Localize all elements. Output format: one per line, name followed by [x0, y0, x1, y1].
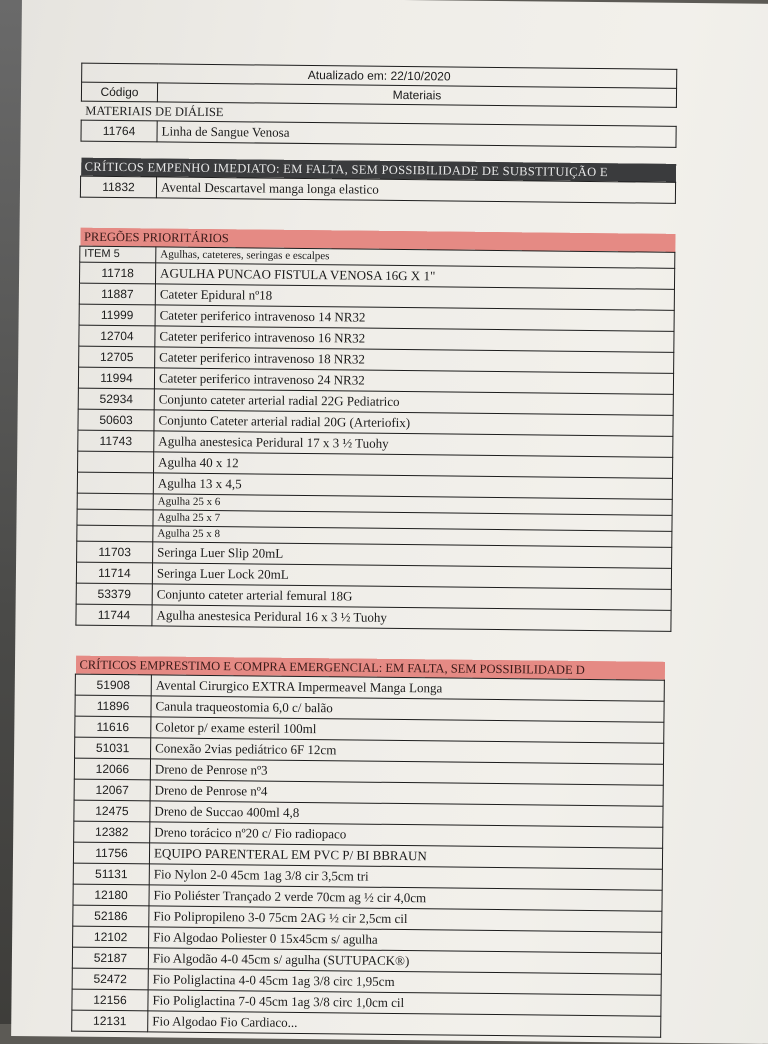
item-code: 52187	[72, 947, 148, 969]
item-code: 11764	[81, 120, 157, 142]
pregoes-table	[75, 228, 675, 632]
item-description: Coletor p/ exame esteril 100ml	[151, 717, 664, 743]
item-code: 12156	[72, 989, 148, 1011]
item-code: 11714	[76, 562, 152, 584]
item-code: 11887	[79, 283, 155, 305]
item-code: 51131	[73, 863, 149, 885]
item-code	[77, 509, 153, 526]
section-title-criticos-emprestimo: CRÍTICOS EMPRESTIMO E COMPRA EMERGENCIAL: EM FALTA, SEM POSSIBILIDADE D	[75, 656, 664, 681]
item-description: Agulha 25 x 8	[153, 526, 672, 547]
item-code: 53379	[76, 583, 152, 605]
item-description: Conjunto cateter arterial femural 18G	[152, 584, 671, 610]
item-code: 52472	[72, 968, 148, 990]
item-description: Agulha 25 x 6	[153, 494, 672, 515]
item-code: 11616	[75, 716, 151, 738]
item-description: Cateter periferico intravenoso 16 NR32	[155, 326, 674, 352]
section-title-criticos-empenho: CRÍTICOS EMPENHO IMEDIATO: EM FALTA, SEM POSSIBILIDADE DE SUBSTITUIÇÃO E	[81, 158, 676, 183]
item-description: Seringa Luer Lock 20mL	[152, 563, 671, 589]
item-code: 51031	[75, 737, 151, 759]
item-description: Fio Nylon 2-0 45cm 1ag 3/8 cir 3,5cm tri	[149, 864, 662, 890]
item-code: 12704	[79, 325, 155, 347]
section-title-pregoes: PREGÕES PRIORITÁRIOS	[80, 228, 675, 253]
dialise-table	[80, 102, 676, 148]
item-description: Agulha 25 x 7	[153, 510, 672, 531]
column-code-header: Código	[81, 82, 157, 102]
item-description: Agulha 40 x 12	[154, 452, 673, 478]
criticos-empenho-table	[80, 158, 676, 204]
item-description: Agulha 13 x 4,5	[153, 473, 672, 499]
item-code: 11994	[78, 367, 154, 389]
header-table	[81, 63, 677, 108]
item-description: Fio Algodao Poliester 0 15x45cm s/ agulha	[149, 927, 662, 953]
item-code: 52186	[73, 905, 149, 927]
item-code: 12180	[73, 884, 149, 906]
item-code	[77, 493, 153, 510]
item-code: 12066	[74, 758, 150, 780]
section-title-dialise: MATERIAIS DE DIÁLISE	[85, 103, 224, 120]
item-description: Fio Poliglactina 7-0 45cm 1ag 3/8 circ 1,0cm cil	[148, 990, 661, 1016]
item-code: 11999	[79, 304, 155, 326]
item-description: Canula traqueostomia 6,0 c/ balão	[151, 696, 664, 722]
item-description: Avental Descartavel manga longa elastico	[156, 177, 675, 203]
item-description: Agulhas, cateteres, seringas e escalpes	[156, 247, 675, 268]
item-description: Conjunto cateter arterial radial 22G Pediatrico	[154, 389, 673, 415]
item-description: EQUIPO PARENTERAL EM PVC P/ BI BBRAUN	[149, 843, 662, 869]
item-code: 52934	[78, 388, 154, 410]
item-code	[78, 451, 154, 473]
item-description: Cateter periferico intravenoso 18 NR32	[155, 347, 674, 373]
item-description: AGULHA PUNCAO FISTULA VENOSA 16G X 1"	[155, 263, 674, 289]
paper-sheet	[11, 0, 768, 1044]
item-code: 12475	[74, 800, 150, 822]
item-description: Agulha anestesica Peridural 16 x 3 ½ Tuohy	[152, 605, 671, 631]
item-description: Cateter Epidural nº18	[155, 284, 674, 310]
item-code: 11832	[80, 176, 156, 198]
item-description: Dreno de Penrose nº3	[150, 759, 663, 785]
item-description: Fio Algodão 4-0 45cm s/ agulha (SUTUPACK®)	[148, 948, 661, 974]
item-code: 11703	[77, 541, 153, 563]
item-description: Agulha anestesica Peridural 17 x 3 ½ Tuohy	[154, 431, 673, 457]
item-code: 50603	[78, 409, 154, 431]
materials-document	[71, 63, 677, 1038]
item-code: 11744	[76, 604, 152, 626]
item-description: Avental Cirurgico EXTRA Impermeavel Manga Longa	[151, 675, 664, 701]
item-description: Fio Polipropileno 3-0 75cm 2AG ½ cir 2,5cm cil	[149, 906, 662, 932]
column-materials-header: Materiais	[157, 83, 676, 107]
item-code: 12705	[79, 346, 155, 368]
item-description: Dreno de Succao 400ml 4,8	[150, 801, 663, 827]
item-code: 12382	[74, 821, 150, 843]
updated-date: Atualizado em: 22/10/2020	[82, 63, 677, 88]
item-description: Seringa Luer Slip 20mL	[153, 542, 672, 568]
item-description: Dreno de Penrose nº4	[150, 780, 663, 806]
item-description: Cateter periferico intravenoso 24 NR32	[154, 368, 673, 394]
item-description: Fio Algodao Fio Cardiaco...	[148, 1011, 661, 1037]
criticos-emprestimo-table	[71, 656, 665, 1038]
item-code: 12067	[74, 779, 150, 801]
item-label: ITEM 5	[80, 246, 156, 263]
item-description: Conexão 2vias pediátrico 6F 12cm	[151, 738, 664, 764]
item-description: Dreno torácico nº20 c/ Fio radiopaco	[150, 822, 663, 848]
item-code: 11718	[79, 262, 155, 284]
item-code: 11896	[75, 695, 151, 717]
item-description: Fio Poliglactina 4-0 45cm 1ag 3/8 circ 1,95cm	[148, 969, 661, 995]
item-description: Conjunto Cateter arterial radial 20G (Arteriofix)	[154, 410, 673, 436]
item-description: Fio Poliéster Trançado 2 verde 70cm ag ½ cir 4,0cm	[149, 885, 662, 911]
item-code	[77, 525, 153, 542]
item-code: 12131	[72, 1010, 148, 1032]
item-code: 51908	[75, 674, 151, 696]
item-description: Linha de Sangue Venosa	[157, 121, 676, 147]
item-code: 12102	[73, 926, 149, 948]
item-description: Cateter periferico intravenoso 14 NR32	[155, 305, 674, 331]
item-code: 11743	[78, 430, 154, 452]
item-code	[77, 472, 153, 494]
item-code: 11756	[73, 842, 149, 864]
